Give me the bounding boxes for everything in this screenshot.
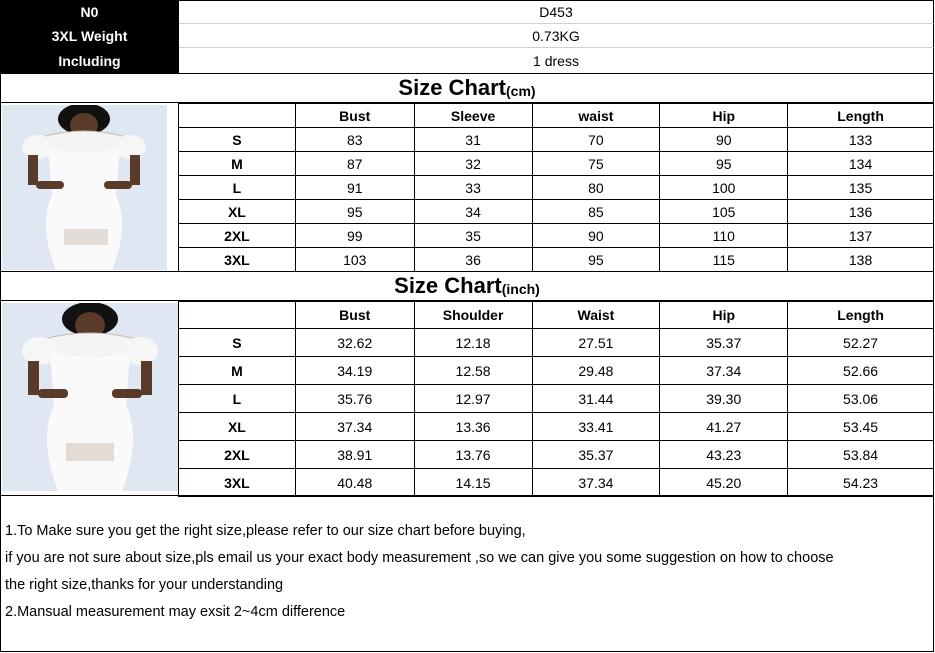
cell: 90 [660,128,788,152]
cell: 115 [660,248,788,272]
note-line: if you are not sure about size,pls email us your exact body measurement ,so we can give you some suggestion on how to choose [5,550,834,566]
cell: 35 [414,224,532,248]
dress-photo-illustration [2,303,178,491]
product-photo [2,303,178,491]
header-key: 3XL Weight [0,24,179,48]
cell: 95 [660,152,788,176]
cell: 29.48 [532,357,660,385]
cell: 13.36 [414,413,532,441]
divider [0,495,934,496]
column-header: Hip [660,104,788,128]
column-header [179,302,296,329]
header-value: 0.73KG [179,24,934,48]
cell: 41.27 [660,413,788,441]
cell: 35.37 [532,441,660,469]
header-row-including [0,48,934,73]
cell: 53.06 [788,385,934,413]
cell: 70 [532,128,660,152]
cell: 12.58 [414,357,532,385]
cell: 39.30 [660,385,788,413]
cell: 32.62 [295,329,414,357]
note-line: the right size,thanks for your understanding [5,577,284,593]
size-table-inch [178,301,934,497]
cell: 52.27 [788,329,934,357]
cell: 34.19 [295,357,414,385]
cell: 91 [295,176,414,200]
cell: 40.48 [295,469,414,497]
size-label: L [179,385,296,413]
header-key: Including [0,48,179,73]
column-header: Length [788,104,934,128]
size-label: L [179,176,296,200]
cell: 13.76 [414,441,532,469]
table-row [179,200,934,224]
chart-title: Size Chart [394,273,502,298]
chart-title: Size Chart [398,75,507,100]
cell: 90 [532,224,660,248]
column-header: Sleeve [414,104,532,128]
chart-unit: (cm) [506,83,536,99]
chart-unit: (inch) [501,281,540,297]
cell: 31 [414,128,532,152]
cell: 32 [414,152,532,176]
column-header: Bust [295,104,414,128]
size-chart-cm-title [0,73,934,103]
cell: 31.44 [532,385,660,413]
cell: 100 [660,176,788,200]
header-row-weight [0,24,934,48]
cell: 83 [295,128,414,152]
table-row [179,152,934,176]
note-line: 2.Mansual measurement may exsit 2~4cm difference [5,604,346,620]
table-row [179,469,934,497]
product-photo [2,105,178,270]
column-header: Bust [295,302,414,329]
size-label: S [179,329,296,357]
table-row [179,413,934,441]
cell: 12.97 [414,385,532,413]
header-key: N0 [0,0,179,24]
cell: 54.23 [788,469,934,497]
table-row [179,176,934,200]
cell: 37.34 [532,469,660,497]
cell: 45.20 [660,469,788,497]
table-header-row [179,104,934,128]
cell: 138 [788,248,934,272]
table-header-row [179,302,934,329]
header-value: D453 [179,0,934,24]
column-header: Shoulder [414,302,532,329]
size-table-cm [178,103,934,272]
header-row-item-number [0,0,934,24]
table-row [179,385,934,413]
cell: 37.34 [295,413,414,441]
cell: 95 [295,200,414,224]
header-value: 1 dress [179,48,934,73]
cell: 80 [532,176,660,200]
table-row [179,224,934,248]
size-notes [5,518,930,626]
table-row [179,329,934,357]
column-header: waist [532,104,660,128]
cell: 33 [414,176,532,200]
note-line: 1.To Make sure you get the right size,please refer to our size chart before buying, [5,523,526,539]
cell: 43.23 [660,441,788,469]
size-chart-inch-title [0,271,934,301]
cell: 75 [532,152,660,176]
size-label: 3XL [179,248,296,272]
cell: 36 [414,248,532,272]
cell: 133 [788,128,934,152]
cell: 105 [660,200,788,224]
size-label: S [179,128,296,152]
size-label: 3XL [179,469,296,497]
cell: 37.34 [660,357,788,385]
table-row [179,441,934,469]
cell: 52.66 [788,357,934,385]
dress-photo-illustration [2,105,167,270]
cell: 85 [532,200,660,224]
cell: 134 [788,152,934,176]
size-label: XL [179,200,296,224]
cell: 38.91 [295,441,414,469]
size-label: 2XL [179,224,296,248]
cell: 103 [295,248,414,272]
column-header: Length [788,302,934,329]
size-label: XL [179,413,296,441]
size-chart-cm [0,103,934,272]
column-header: Hip [660,302,788,329]
cell: 12.18 [414,329,532,357]
cell: 53.45 [788,413,934,441]
size-chart-inch [0,301,934,496]
cell: 14.15 [414,469,532,497]
size-label: M [179,152,296,176]
cell: 33.41 [532,413,660,441]
table-row [179,128,934,152]
cell: 34 [414,200,532,224]
cell: 137 [788,224,934,248]
cell: 87 [295,152,414,176]
column-header [179,104,296,128]
size-label: M [179,357,296,385]
cell: 35.76 [295,385,414,413]
cell: 27.51 [532,329,660,357]
cell: 95 [532,248,660,272]
column-header: Waist [532,302,660,329]
size-label: 2XL [179,441,296,469]
cell: 35.37 [660,329,788,357]
cell: 110 [660,224,788,248]
cell: 136 [788,200,934,224]
cell: 99 [295,224,414,248]
cell: 135 [788,176,934,200]
table-row [179,248,934,272]
table-row [179,357,934,385]
cell: 53.84 [788,441,934,469]
